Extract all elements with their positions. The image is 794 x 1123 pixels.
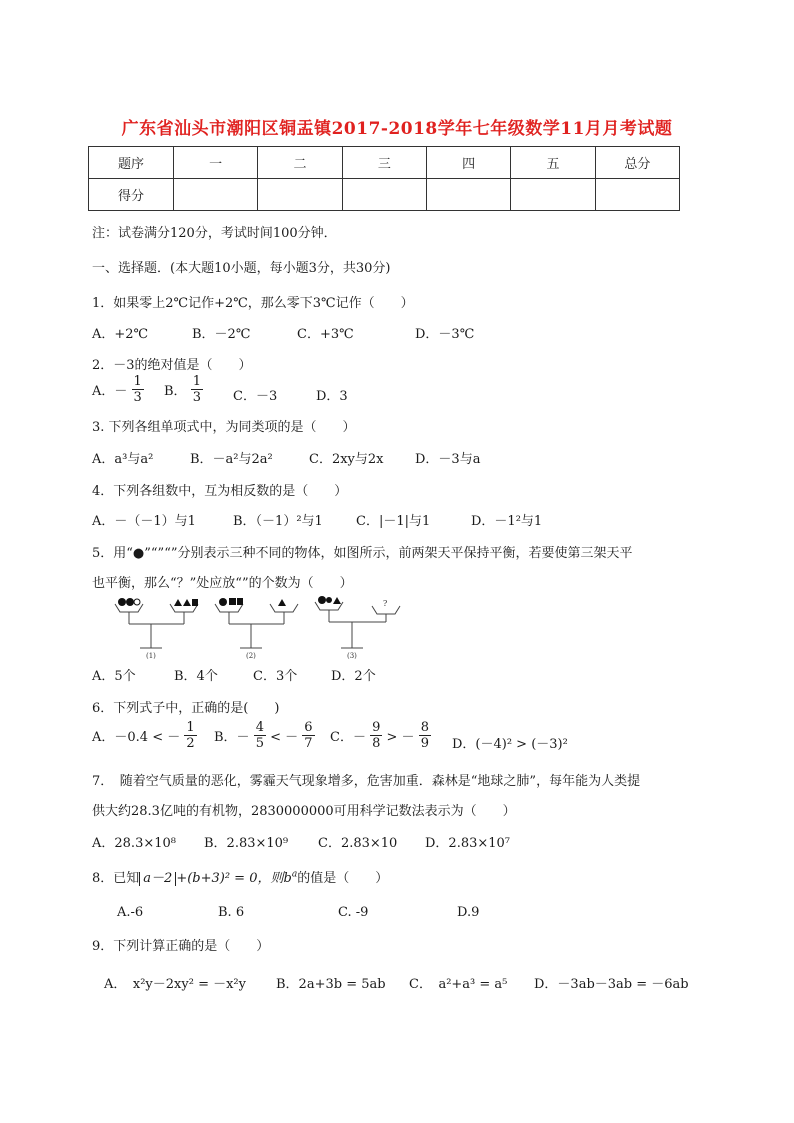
q7-option-d: D．2.83×10⁷ [425,836,511,851]
question-3-stem: 3. 下列各组单项式中，为同类项的是（ ） [92,420,356,435]
score-input-cell[interactable] [426,179,510,211]
q1-option-c: C．+3℃ [297,327,354,342]
q2-option-c: C．－3 [233,389,278,404]
score-input-cell[interactable] [174,179,258,211]
balance-scale-1 [115,604,198,648]
question-7-stem-line1: 7． 随着空气质量的恶化，雾霾天气现象增多，危害加重．森林是“地球之肺”，每年能为人类提 [92,774,641,789]
q6-option-d: D．(－4)² > (－3)² [452,737,568,752]
question-8-stem [92,867,388,886]
q9-option-d: D．－3ab－3ab = －6ab [534,977,689,992]
score-cell: 一 [174,147,258,179]
numerator: 1 [133,374,142,389]
score-table [88,146,680,211]
question-7-stem-line2: 供大约28.3亿吨的有机物，2830000000可用科学记数法表示为（ ） [92,804,516,819]
q6-option-b [214,720,315,751]
score-cell: 三 [342,147,426,179]
exam-title: 广东省汕头市潮阳区铜盂镇2017-2018学年七年级数学11月月考试题 [121,119,673,139]
question-1-stem: 1．如果零上2℃记作+2℃，那么零下3℃记作（ ） [92,296,414,311]
q2-option-b [164,374,203,405]
fraction [302,720,314,751]
fraction [370,720,382,751]
q6-option-a-prefix: A．－0.4 < － [92,730,181,745]
q9-option-c: C． a²+a³ = a⁵ [409,977,508,992]
q8-power-base: b [283,871,292,886]
balance-scale-3 [315,602,400,648]
numerator: 9 [372,720,381,735]
q8-power-exponent: a [291,869,298,880]
q8-stem-prefix: 8．已知 [92,871,140,886]
question-4-stem: 4．下列各组数中，互为相反数的是（ ） [92,484,348,499]
q6-option-a [92,720,197,751]
scale-1-left-objects [118,598,140,606]
q8-option-c: C. -9 [338,905,369,920]
denominator: 5 [255,736,264,751]
q4-option-d: D．－1²与1 [471,514,543,529]
q8-option-d: D.9 [457,905,480,920]
q5-option-a: A．5个 [92,669,136,684]
q1-option-d: D．－3℃ [415,327,475,342]
q2-option-b-prefix: B． [164,384,187,399]
numerator: 6 [304,720,313,735]
fraction [191,374,203,405]
exam-note: 注：试卷满分120分，考试时间100分钟． [92,226,337,241]
absolute-value-expression: a－2 [139,872,176,886]
scale-3-left-objects [318,596,341,604]
fraction [132,374,144,405]
fraction [184,720,196,751]
numerator: 8 [420,720,429,735]
q9-option-b: B．2a+3b = 5ab [276,977,386,992]
q6-option-b-operator: < － [270,730,299,745]
q8-option-b: B. 6 [218,905,245,920]
q6-option-b-prefix: B．－ [214,730,250,745]
section-heading: 一、选择题．(本大题10小题，每小题3分，共30分) [92,261,391,276]
denominator: 9 [420,736,429,751]
q3-option-c: C．2xy与2x [309,452,384,467]
q7-option-a: A．28.3×10⁸ [92,836,176,851]
scale-1-right-objects [174,599,198,606]
question-5-stem-line2: 也平衡，那么“？”处应放“”的个数为（ ） [92,576,353,591]
q2-option-a-prefix: A．－ [92,384,128,399]
question-6-stem: 6．下列式子中，正确的是( ) [92,701,280,716]
q7-option-b: B．2.83×10⁹ [204,836,289,851]
q9-option-a: A． x²y－2xy² = －x²y [104,977,246,992]
question-2-stem: 2．－3的绝对值是（ ） [92,358,252,373]
q3-option-d: D．－3与a [415,452,481,467]
score-input-cell[interactable] [595,179,679,211]
question-5-stem-line1: 5．用“●”“”“”分别表示三种不同的物体，如图所示，前两架天平保持平衡，若要使第三架天平 [92,546,633,561]
scale-2-left-objects [219,598,243,606]
q4-option-c: C．|－1|与1 [356,514,431,529]
score-table-header-row [89,147,680,179]
question-mark: ? [383,599,388,608]
q3-option-b: B．－a²与2a² [190,452,273,467]
score-cell: 题序 [89,147,174,179]
q4-option-b: B．（－1）²与1 [233,514,323,529]
score-cell: 得分 [89,179,174,211]
q2-option-a [92,374,144,405]
numerator: 4 [255,720,264,735]
score-table-score-row [89,179,680,211]
denominator: 3 [192,390,201,405]
score-cell: 二 [258,147,342,179]
numerator: 1 [186,720,195,735]
fraction [419,720,431,751]
scale-2-right-objects [278,599,286,606]
q8-option-a: A.-6 [117,905,144,920]
q6-option-c-operator: > － [386,730,415,745]
figure-label-3: (3) [347,652,357,660]
denominator: 8 [372,736,381,751]
score-input-cell[interactable] [258,179,342,211]
score-input-cell[interactable] [511,179,595,211]
q1-option-b: B．－2℃ [192,327,251,342]
denominator: 3 [133,390,142,405]
numerator: 1 [192,374,201,389]
q3-option-a: A．a³与a² [92,452,154,467]
balance-scale-2 [215,604,298,648]
q7-option-c: C．2.83×10 [318,836,398,851]
balance-scales-figure [110,594,420,660]
q5-option-c: C．3个 [253,669,298,684]
figure-label-2: (2) [246,652,256,660]
q6-option-c [330,720,431,751]
score-cell: 四 [426,147,510,179]
q8-stem-middle: +(b+3)² = 0，则 [176,871,284,886]
q5-option-d: D．2个 [331,669,376,684]
q6-option-c-prefix: C．－ [330,730,366,745]
q1-option-a: A．+2℃ [92,327,149,342]
fraction [254,720,266,751]
q4-option-a: A．－（－1）与1 [92,514,196,529]
question-9-stem: 9．下列计算正确的是（ ） [92,939,270,954]
score-cell: 五 [511,147,595,179]
q5-option-b: B．4个 [174,669,218,684]
denominator: 7 [304,736,313,751]
q2-option-d: D．3 [316,389,348,404]
denominator: 2 [186,736,195,751]
figure-label-1: (1) [146,652,156,660]
score-cell: 总分 [595,147,679,179]
q8-stem-suffix: 的值是（ ） [297,871,389,886]
score-input-cell[interactable] [342,179,426,211]
